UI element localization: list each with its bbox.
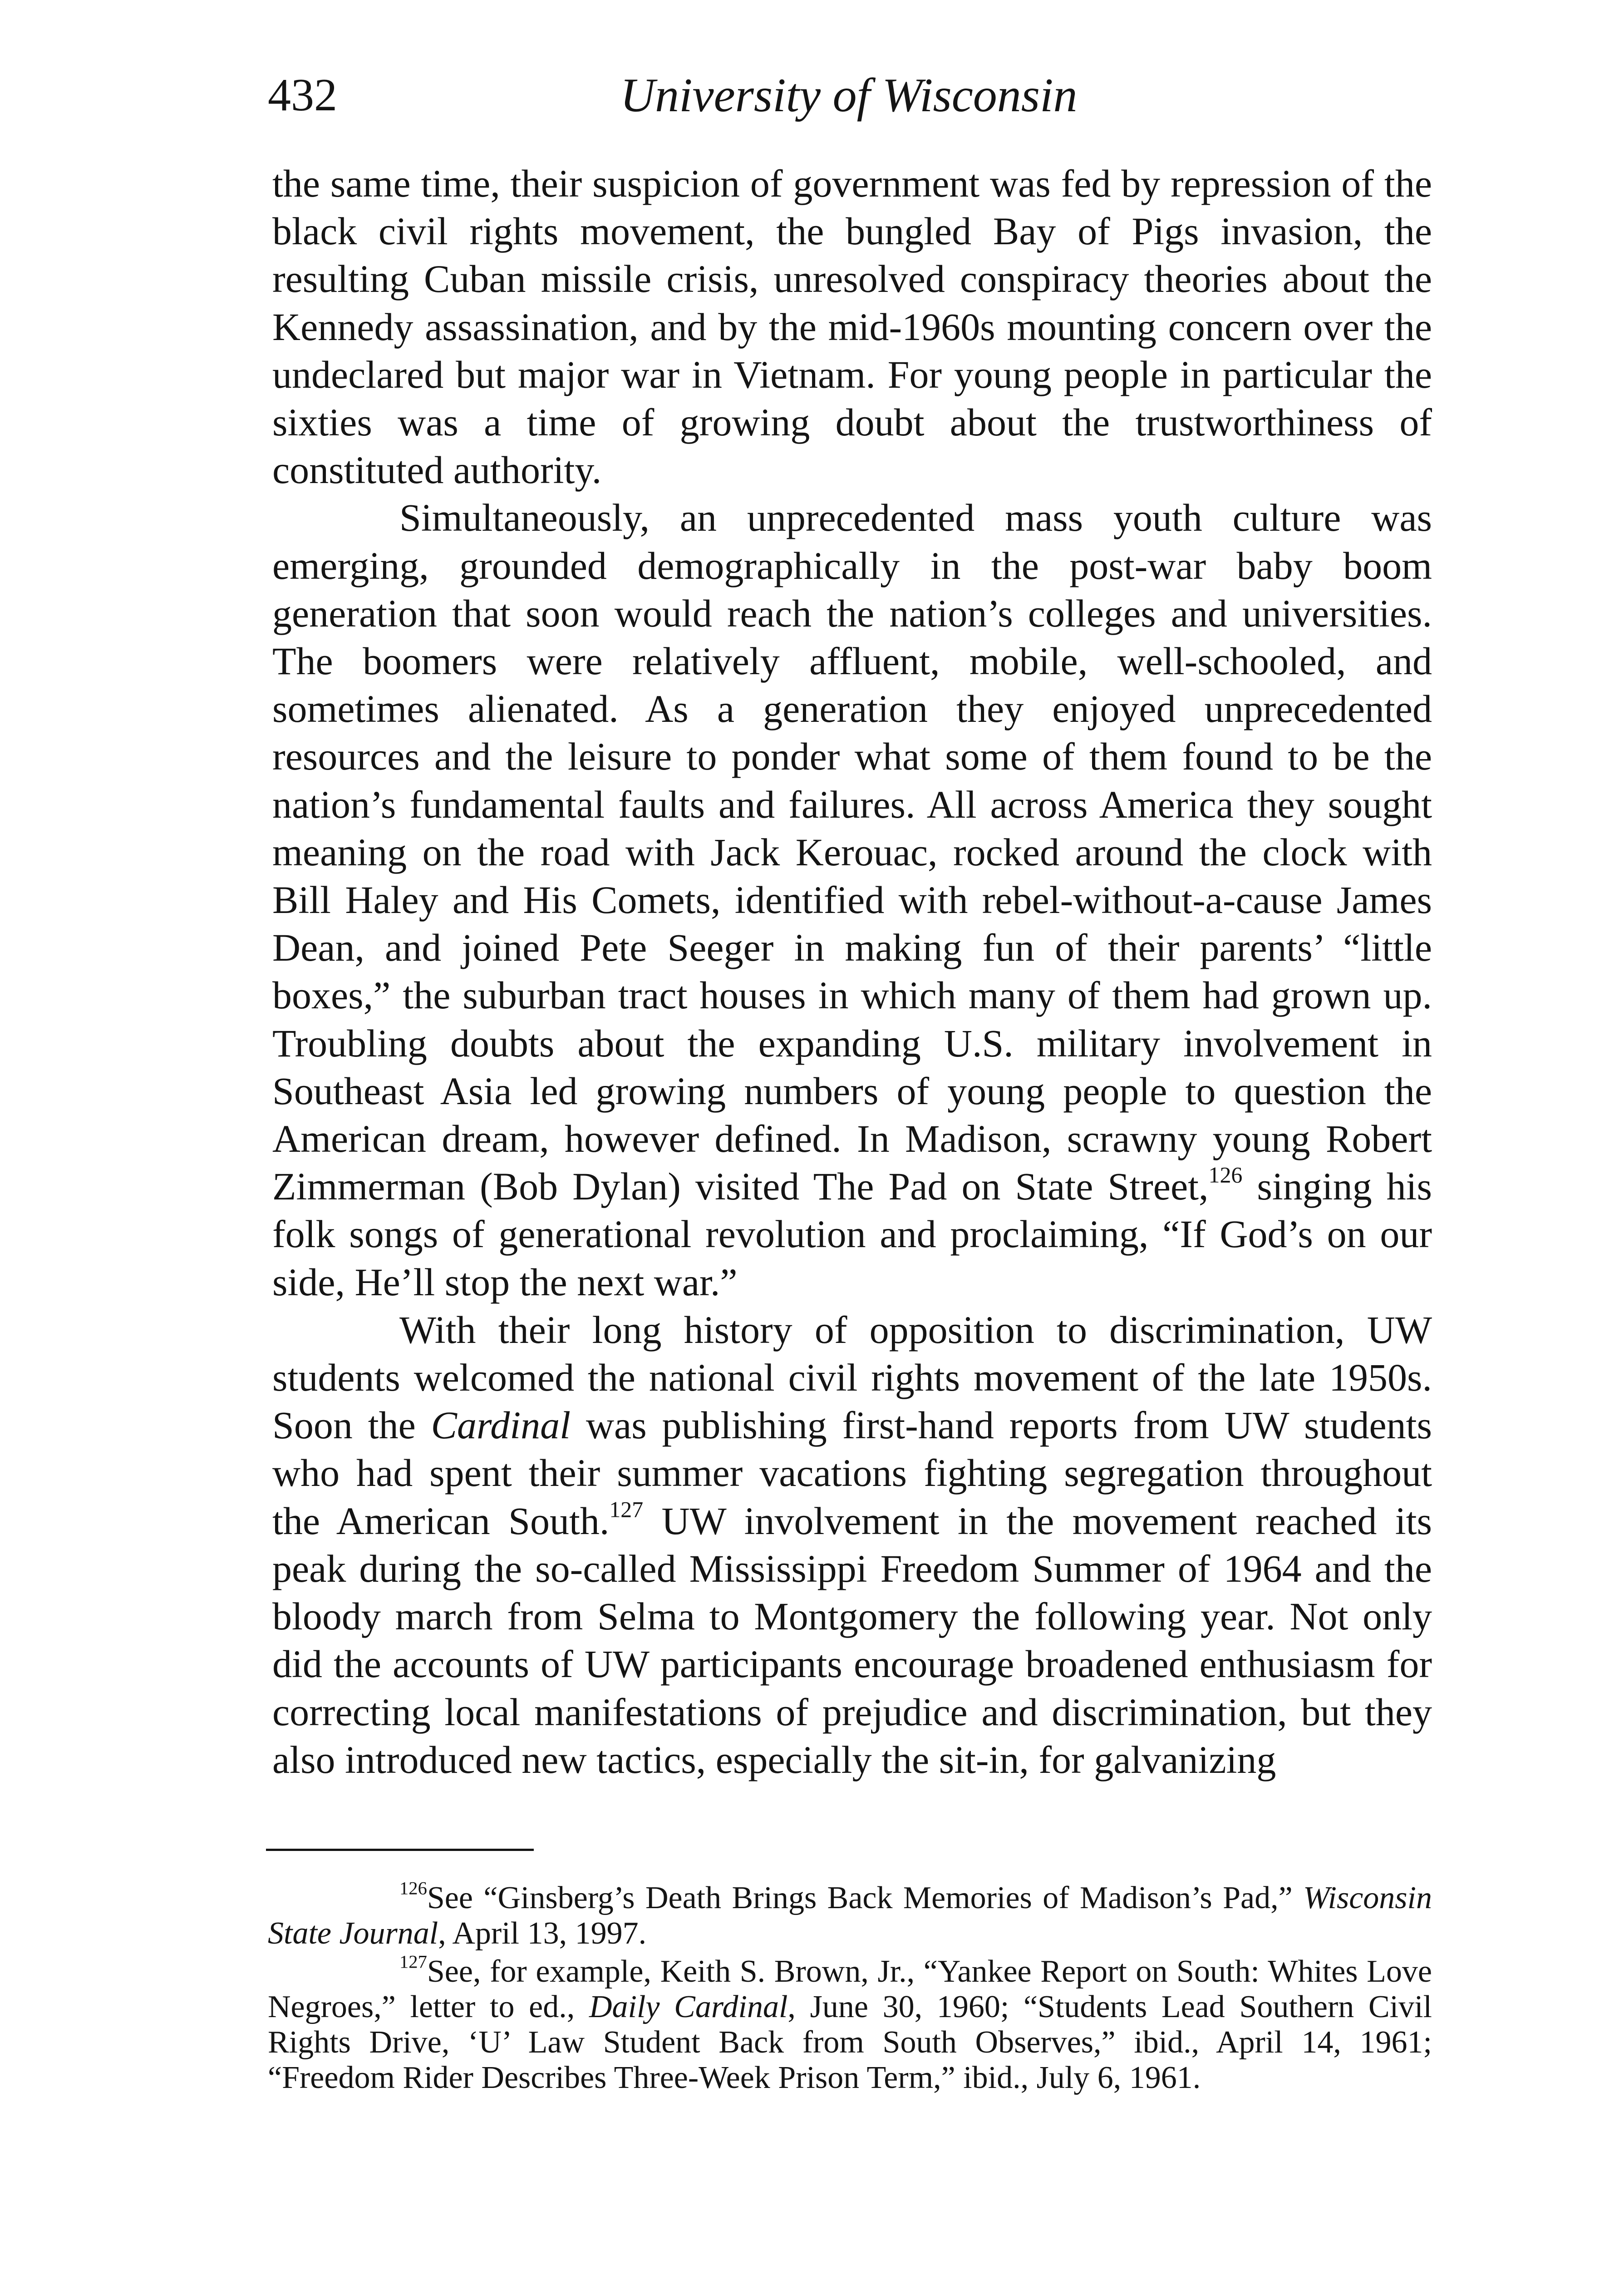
- footnote-126-text-b: , April 13, 1997.: [438, 1916, 647, 1951]
- paragraph-3-text-b: was publishing first-hand reports from UW students who had spent their summer vacations fighting segregation throughout the American South.: [272, 1403, 1432, 1543]
- paragraph-2-text-a: Simultaneously, an unprecedented mass youth culture was emerging, grounded demographically in the post-war baby boom generation that soon would reach the nation’s colleges and universities. The boomers were relatively affluent, mobile, well-schooled, and sometimes alienated. As a generation they enjoyed unprecedented resources and the leisure to ponder what some of them found to be the nation’s fundamental faults and failures. All across America they sought meaning on the road with Jack Kerouac, rocked around the clock with Bill Haley and His Comets, identified with rebel-without-a-cause James Dean, and joined Pete Seeger in making fun of their parents’ “little boxes,” the suburban tract houses in which many of them had grown up. Troubling doubts about the expanding U.S. military involvement in Southeast Asia led growing numbers of young people to question the American dream, however defined. In Madison, scrawny young Robert Zimmerman (Bob Dylan) visited The Pad on State Street,: [272, 496, 1432, 1209]
- paragraph-2: [272, 494, 1432, 1306]
- footnote-ref-127: 127: [609, 1497, 644, 1522]
- footnote-number-126: 126: [399, 1878, 427, 1899]
- cardinal-title: Cardinal: [431, 1403, 571, 1447]
- paragraph-3-text-a: With their long history of opposition to discrimination, UW students welcomed the national civil rights movement of the late 1950s. Soon the: [272, 1308, 1432, 1447]
- footnote-ref-126: 126: [1208, 1162, 1243, 1188]
- page-header: [268, 64, 1430, 136]
- running-head: University of Wisconsin: [620, 69, 1078, 122]
- footnote-divider: [266, 1849, 534, 1851]
- paragraph-1: [272, 160, 1432, 494]
- footnote-127-text-b: , June 30, 1960; “Students Lead Southern Civil Rights Drive, ‘U’ Law Student Back from South Observes,” ibid., April 14, 1961; “Freedom Rider Describes Three-Week Prison Term,” ibid., July 6, 1961.: [268, 1989, 1432, 2095]
- paragraph-3: [272, 1306, 1432, 1784]
- footnote-126-journal: Wisconsin State Journal: [268, 1880, 1432, 1951]
- footnote-126: [268, 1880, 1432, 1951]
- footnote-number-127: 127: [399, 1951, 427, 1972]
- paragraph-2-text-b: singing his folk songs of generational revolution and proclaiming, “If God’s on our side, He’ll stop the next war.”: [272, 1165, 1432, 1304]
- footnote-127-text-a: See, for example, Keith S. Brown, Jr., “Yankee Report on South: Whites Love Negroes,” letter to ed.,: [268, 1954, 1432, 2024]
- paragraph-3-text-c: UW involvement in the movement reached its peak during the so-called Mississippi Freedom Summer of 1964 and the bloody march from Selma to Montgomery the following year. Not only did the accounts of UW participants encourage broadened enthusiasm for correcting local manifestations of prejudice and discrimination, but they also introduced new tactics, especially the sit-in, for galvanizing: [272, 1499, 1432, 1781]
- paragraph-1-text: the same time, their suspicion of government was fed by repression of the black civil rights movement, the bungled Bay of Pigs invasion, the resulting Cuban missile crisis, unresolved conspiracy theories about the Kennedy assassination, and by the mid-1960s mounting concern over the undeclared but major war in Vietnam. For young people in particular the sixties was a time of growing doubt about the trustworthiness of constituted authority.: [272, 162, 1432, 492]
- footnote-126-text-a: See “Ginsberg’s Death Brings Back Memories of Madison’s Pad,”: [427, 1880, 1304, 1915]
- footnote-127-journal: Daily Cardinal: [589, 1989, 788, 2024]
- footnote-127: [268, 1951, 1432, 2096]
- page-number: 432: [268, 69, 337, 121]
- body-text: [272, 160, 1432, 1784]
- footnotes: [268, 1880, 1432, 2098]
